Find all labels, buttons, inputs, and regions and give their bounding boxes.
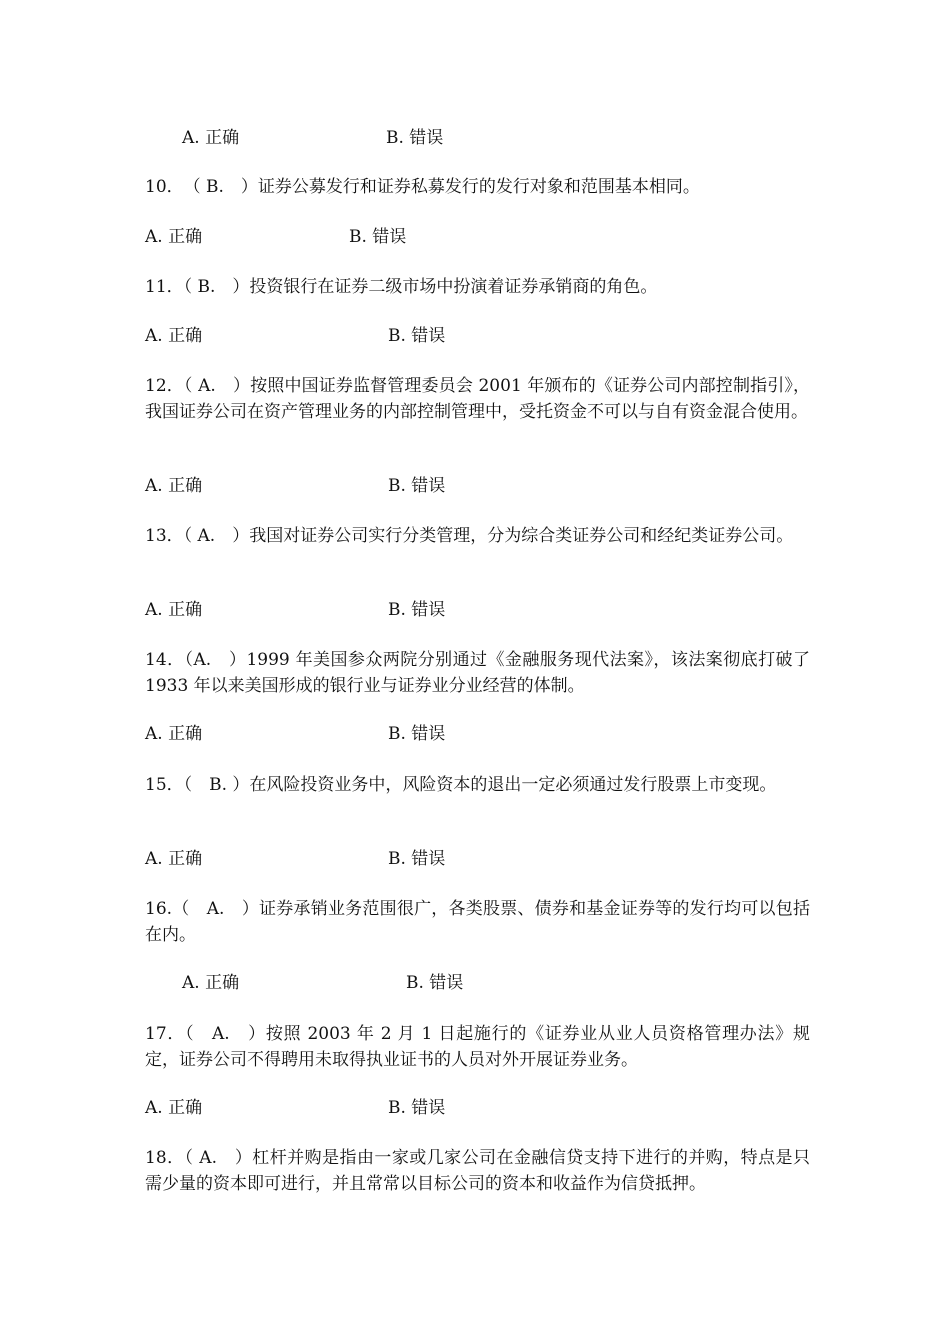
- option-a: A. 正确: [145, 600, 203, 620]
- question-14: 14．（A. ）1999 年美国参众两院分别通过《金融服务现代法案》，该法案彻底打破了 1933 年以来美国形成的银行业与证券业分业经营的体制。: [145, 650, 810, 696]
- question-15: 15．（ B. ）在风险投资业务中，风险资本的退出一定必须通过发行股票上市变现。: [145, 775, 777, 795]
- option-b: B. 错误: [388, 326, 446, 346]
- q12-options: [0, 474, 950, 498]
- question-11: 11．（ B. ）投资银行在证券二级市场中扮演着证券承销商的角色。: [145, 277, 658, 297]
- question-16: 16.（ A. ）证券承销业务范围很广，各类股票、债券和基金证券等的发行均可以包括在内。: [145, 899, 810, 945]
- q10-options: [0, 225, 950, 249]
- question-18: 18．（ A. ）杠杆并购是指由一家或几家公司在金融信贷支持下进行的并购，特点是只需少量的资本即可进行，并且常常以目标公司的资本和收益作为信贷抵押。: [145, 1148, 810, 1194]
- option-a: A. 正确: [182, 128, 240, 148]
- question-10: 10． （ B. ）证券公募发行和证券私募发行的发行对象和范围基本相同。: [145, 177, 700, 197]
- option-b: B. 错误: [388, 476, 446, 496]
- question-17: 17．（ A. ）按照 2003 年 2 月 1 日起施行的《证券业从业人员资格管理办法》规定，证券公司不得聘用未取得执业证书的人员对外开展证券业务。: [145, 1024, 810, 1070]
- option-b: B. 错误: [388, 600, 446, 620]
- option-b: B. 错误: [388, 849, 446, 869]
- option-a: A. 正确: [145, 476, 203, 496]
- option-a: A. 正确: [182, 973, 240, 993]
- option-b: B. 错误: [406, 973, 464, 993]
- question-12: 12．（ A. ）按照中国证券监督管理委员会 2001 年颁布的《证券公司内部控制指引》，我国证券公司在资产管理业务的内部控制管理中，受托资金不可以与自有资金混合使用。: [145, 376, 810, 422]
- option-a: A. 正确: [145, 1098, 203, 1118]
- q9-options: [0, 126, 950, 150]
- q16-options: [0, 971, 950, 995]
- option-a: A. 正确: [145, 849, 203, 869]
- option-a: A. 正确: [145, 227, 203, 247]
- option-b: B. 错误: [388, 724, 446, 744]
- option-a: A. 正确: [145, 724, 203, 744]
- option-b: B. 错误: [388, 1098, 446, 1118]
- q17-options: [0, 1096, 950, 1120]
- option-b: B. 错误: [386, 128, 444, 148]
- option-a: A. 正确: [145, 326, 203, 346]
- question-13: 13．（ A. ）我国对证券公司实行分类管理，分为综合类证券公司和经纪类证券公司。: [145, 526, 794, 546]
- q15-options: [0, 847, 950, 871]
- option-b: B. 错误: [349, 227, 407, 247]
- q11-options: [0, 324, 950, 348]
- q13-options: [0, 598, 950, 622]
- q14-options: [0, 722, 950, 746]
